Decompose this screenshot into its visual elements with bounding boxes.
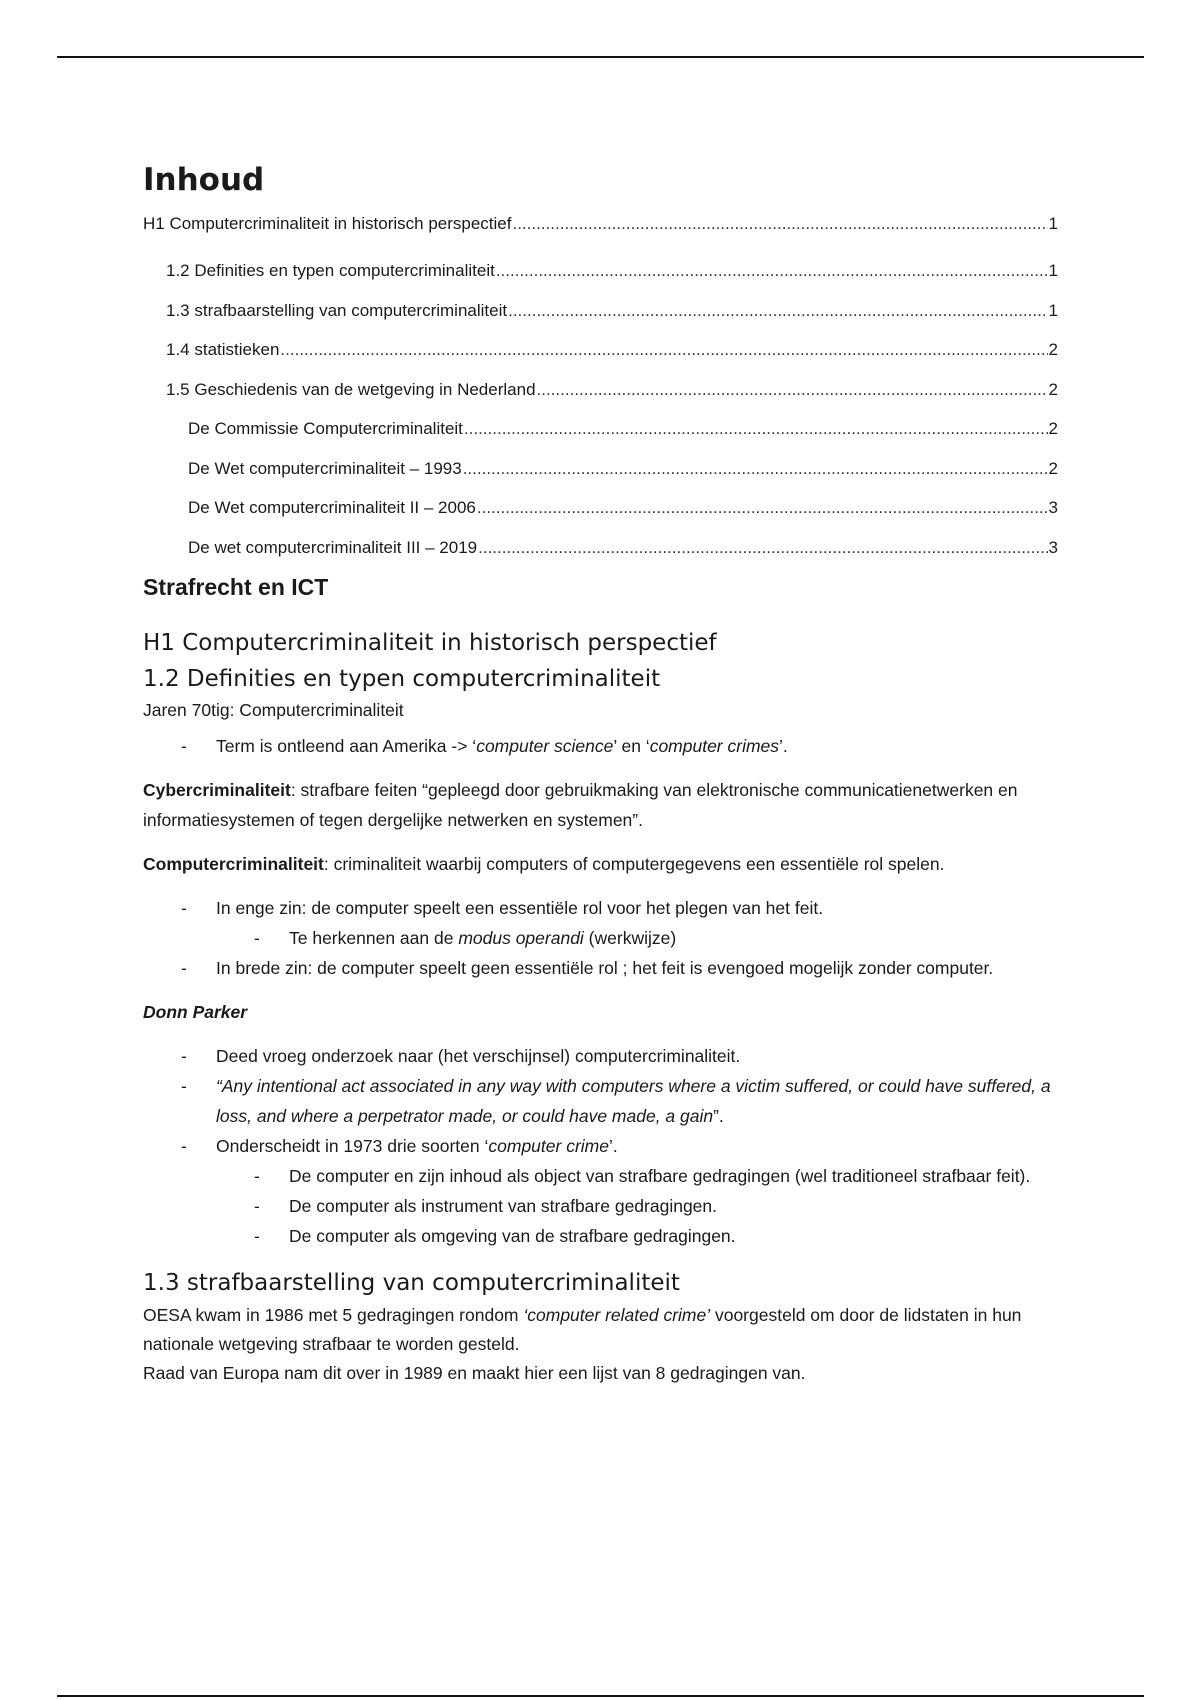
list-item: [143, 923, 1058, 953]
text-span: ’.: [779, 736, 788, 757]
toc-page-number: 3: [1048, 498, 1058, 518]
toc-entry-text: De Wet computercriminaliteit II – 2006: [188, 498, 476, 518]
toc-entry-wet-2006[interactable]: [143, 488, 1058, 528]
toc-entry-wet-1993[interactable]: [143, 449, 1058, 489]
emphasis: modus operandi: [458, 928, 584, 949]
toc-entry-1-4[interactable]: [143, 330, 1058, 370]
document-title: Strafrecht en ICT: [143, 574, 329, 601]
sub-list: [216, 1161, 1058, 1251]
text-span: ’.: [608, 1136, 618, 1157]
toc-page-number: 2: [1048, 340, 1058, 360]
paragraph-oesa: [143, 1301, 1058, 1359]
emphasis: ‘computer related crime’: [523, 1305, 711, 1326]
list-item: [143, 1131, 1058, 1251]
text-span: Te herkennen aan de: [289, 928, 459, 949]
toc-page-number: 2: [1048, 458, 1058, 478]
text-span: Term is ontleend aan Amerika -> ‘: [216, 736, 477, 757]
list-item: - De computer en zijn inhoud als object van strafbare gedragingen (wel traditioneel strafbaar feit).: [143, 1161, 1058, 1191]
text-span: (werkwijze): [583, 928, 677, 949]
emphasis: “Any intentional act associated in any way with computers where a victim suffered, or could have suffered, a loss, and where a perpetrator made, or could have made, a gain: [216, 1076, 1051, 1127]
emphasis: computer crimes: [649, 736, 780, 757]
emphasis: computer science: [476, 736, 614, 757]
toc-title: Inhoud: [143, 162, 265, 198]
toc-entry-h1[interactable]: [143, 213, 1058, 251]
toc-dot-leader: [477, 488, 1048, 528]
toc-dot-leader: [512, 213, 1047, 235]
toc-entry-1-2[interactable]: [143, 251, 1058, 291]
term-list: [143, 731, 1058, 761]
scope-list: [143, 893, 1058, 983]
toc-entry-wet-2019[interactable]: [143, 528, 1058, 568]
page-content: [143, 162, 1058, 1388]
toc-entry-commissie[interactable]: [143, 409, 1058, 449]
toc-entry-text: De Wet computercriminaliteit – 1993: [188, 458, 462, 478]
definition-term: Computercriminaliteit: [143, 854, 324, 875]
paragraph-raad: Raad van Europa nam dit over in 1989 en maakt hier een lijst van 8 gedragingen van.: [143, 1363, 806, 1384]
parker-list: [143, 1041, 1058, 1251]
toc-dot-leader: [280, 330, 1047, 370]
list-item: - Deed vroeg onderzoek naar (het verschijnsel) computercriminaliteit.: [143, 1041, 1058, 1071]
toc-entry-1-5[interactable]: [143, 370, 1058, 410]
toc-entry-text: 1.4 statistieken: [166, 340, 280, 360]
toc-dot-leader: [463, 449, 1048, 489]
emphasis: computer crime: [488, 1136, 609, 1157]
heading-h1: H1 Computercriminaliteit in historisch perspectief: [143, 630, 717, 657]
heading-1-2: 1.2 Definities en typen computercriminaliteit: [143, 666, 661, 693]
emphasis: Donn Parker: [143, 1002, 248, 1023]
definition-cybercriminaliteit: [143, 775, 1058, 835]
toc-entry-text: 1.5 Geschiedenis van de wetgeving in Nederland: [166, 379, 536, 399]
text-span: ”.: [713, 1106, 724, 1127]
text-span: voorgesteld om door de lidstaten in hun nationale wetgeving strafbaar te worden gesteld.: [143, 1305, 1022, 1355]
list-item: [143, 1071, 1058, 1131]
definition-text: : strafbare feiten “gepleegd door gebruikmaking van elektronische communicatienetwerken en informatiesystemen of tegen dergelijke netwerken en systemen”.: [143, 780, 1018, 831]
list-item: - De computer als instrument van strafbare gedragingen.: [143, 1191, 1058, 1221]
text-span: Onderscheidt in 1973 drie soorten ‘: [216, 1136, 489, 1157]
intro-line: Jaren 70tig: Computercriminaliteit: [143, 700, 404, 721]
definition-term: Cybercriminaliteit: [143, 780, 291, 801]
toc-dot-leader: [496, 251, 1048, 291]
list-item: - De computer als omgeving van de strafbare gedragingen.: [143, 1221, 1058, 1251]
toc-dot-leader: [478, 528, 1047, 568]
header-rule: [57, 56, 1144, 58]
table-of-contents: [143, 213, 1058, 567]
toc-page-number: 1: [1048, 214, 1058, 234]
toc-page-number: 1: [1048, 261, 1058, 281]
list-item: [143, 731, 1058, 761]
list-item: - In brede zin: de computer speelt geen essentiële rol ; het feit is evengoed mogelijk zonder computer.: [143, 953, 1058, 983]
footer-rule: [57, 1695, 1144, 1697]
toc-dot-leader: [508, 291, 1047, 331]
text-span: OESA kwam in 1986 met 5 gedragingen rondom: [143, 1305, 524, 1326]
text-span: In enge zin: de computer speelt een essentiële rol voor het plegen van het feit.: [216, 898, 824, 919]
list-item: [143, 893, 1058, 953]
toc-entry-text: De wet computercriminaliteit III – 2019: [188, 537, 478, 557]
toc-entry-text: 1.2 Definities en typen computercriminaliteit: [166, 261, 495, 281]
toc-entry-text: 1.3 strafbaarstelling van computercriminaliteit: [166, 300, 508, 320]
toc-page-number: 3: [1048, 537, 1058, 557]
toc-dot-leader: [464, 409, 1048, 449]
toc-entry-1-3[interactable]: [143, 291, 1058, 331]
toc-entry-text: De Commissie Computercriminaliteit: [188, 419, 463, 439]
toc-page-number: 2: [1048, 379, 1058, 399]
parker-heading: [143, 997, 1058, 1027]
heading-1-3: 1.3 strafbaarstelling van computercriminaliteit: [143, 1270, 680, 1297]
toc-page-number: 2: [1048, 419, 1058, 439]
toc-page-number: 1: [1048, 300, 1058, 320]
definition-computercriminaliteit: [143, 849, 1058, 879]
toc-entry-text: H1 Computercriminaliteit in historisch perspectief: [143, 214, 512, 234]
toc-dot-leader: [537, 370, 1048, 410]
definition-text: : criminaliteit waarbij computers of computergegevens een essentiële rol spelen.: [323, 854, 945, 875]
sub-list: [216, 923, 1058, 953]
text-span: ’ en ‘: [613, 736, 650, 757]
